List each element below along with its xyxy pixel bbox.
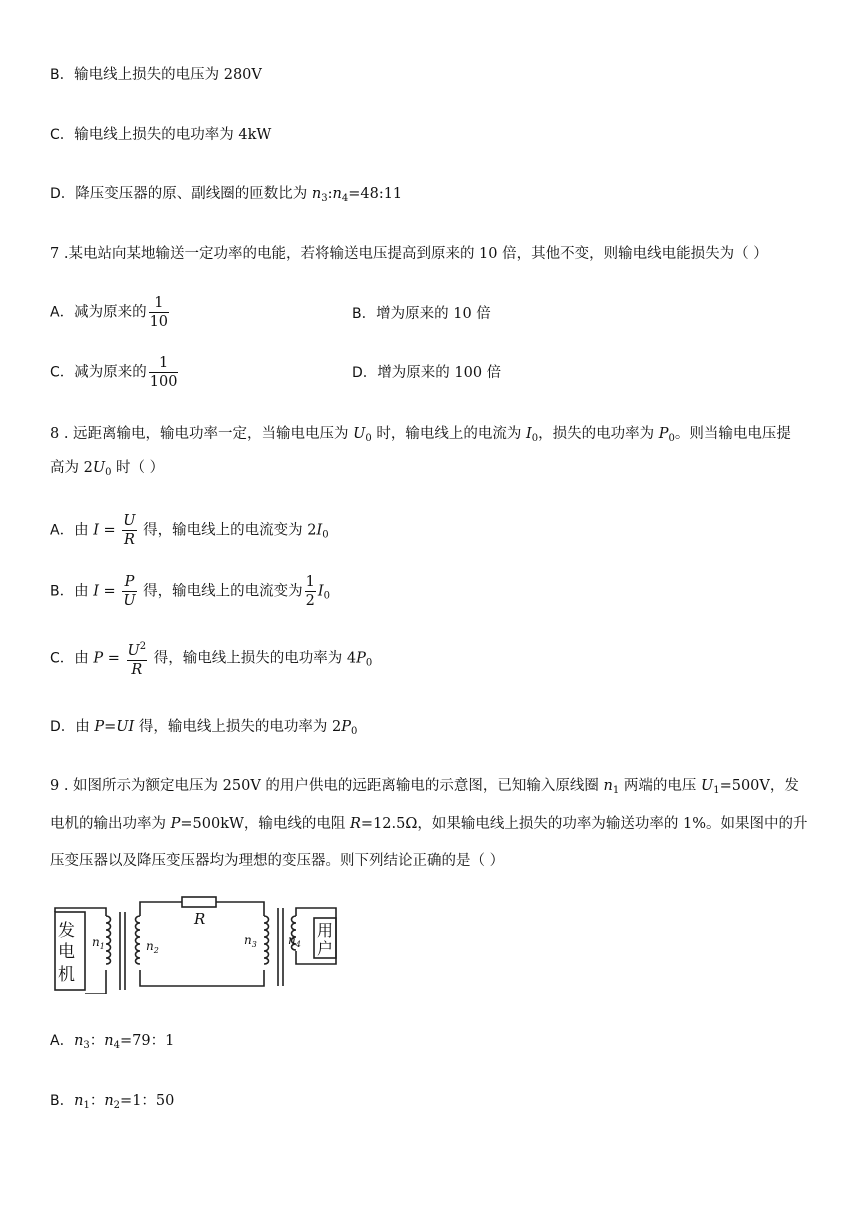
q8-stem-line2: 高为 $2U_0$ 时（ ）: [50, 460, 165, 478]
n4-label: $n_4$: [288, 933, 301, 949]
n2-label: $n_2$: [146, 939, 159, 955]
n1-label: $n_1$: [92, 935, 105, 951]
q7-option-d: D．增为原来的 100 倍: [352, 365, 502, 381]
fraction-u2-over-r: $\frac{U^2}{R}$: [127, 638, 148, 679]
q7-option-c: C．减为原来的 $\frac{1}{100}$: [50, 355, 178, 390]
q6-option-d: D．降压变压器的原、副线圈的匝数比为 $n_3:n_4=48:11$: [50, 186, 403, 204]
user-label-2: 户: [317, 939, 334, 958]
q9-option-a: A．$n_3$：$n_4=79$：1: [50, 1033, 175, 1051]
q8-option-a: A．由 I = $\frac{U}{R}$ 得，输电线上的电流变为 $2I_0$: [50, 513, 329, 548]
q7-option-a: A．减为原来的 $\frac{1}{10}$: [50, 295, 169, 330]
q9-option-b: B．$n_1$：$n_2=1$：50: [50, 1093, 175, 1111]
fraction-p-over-u: $\frac{P}{U}$: [123, 574, 136, 609]
transmission-circuit-diagram: [52, 894, 342, 994]
generator-label-1: 发: [58, 921, 75, 941]
q8-option-b: B．由 I = $\frac{P}{U}$ 得，输电线上的电流变为 $\frac{1}{2}$ $I_0$: [50, 574, 331, 609]
q8-option-c: C．由 P = $\frac{U^2}{R}$ 得，输电线上损失的电功率为 $4P_0$: [50, 638, 372, 679]
q7-option-b: B．增为原来的 10 倍: [352, 306, 491, 322]
q6-option-b: B．输电线上损失的电压为 280V: [50, 67, 262, 83]
generator-label-2: 电: [58, 942, 75, 962]
q9-stem-line3: 压变压器以及降压变压器均为理想的变压器。则下列结论正确的是（ ）: [50, 853, 505, 869]
q9-stem-line2: 电机的输出功率为 P=500kW，输电线的电阻 R=12.5Ω，如果输电线上损失的功率为输送功率的 1%。如果图中的升: [50, 816, 808, 832]
coil-n1: [106, 916, 111, 964]
resistor-r: [182, 897, 216, 907]
fraction-1-100: $\frac{1}{100}$: [149, 355, 178, 390]
q8-stem-line1: 8 . 远距离输电，输电功率一定，当输电电压为 $U_0$ 时，输电线上的电流为 $I_0$，损失的电功率为 $P_0$。则当输电电压提: [50, 426, 791, 444]
q8-option-d: D．由 P=UI 得，输电线上损失的电功率为 $2P_0$: [50, 719, 358, 737]
n3-label: $n_3$: [244, 933, 257, 949]
coil-n3: [264, 916, 269, 964]
user-label-1: 用: [317, 921, 334, 940]
coil-n2: [136, 916, 141, 964]
resistor-label: R: [194, 910, 206, 928]
q6-option-c: C．输电线上损失的电功率为 4kW: [50, 127, 272, 143]
q9-stem-line1: 9 . 如图所示为额定电压为 250V 的用户供电的远距离输电的示意图，已知输入原线圈 $n_1$ 两端的电压 $U_1=500V$，发: [50, 778, 799, 796]
fraction-u-over-r: $\frac{U}{R}$: [123, 513, 136, 548]
q7-stem: 7 .某电站向某地输送一定功率的电能，若将输送电压提高到原来的 10 倍，其他不变，则输电线电能损失为（ ）: [50, 246, 768, 262]
fraction-1-10: $\frac{1}{10}$: [149, 295, 169, 330]
generator-label-3: 机: [58, 965, 75, 985]
fraction-1-2: $\frac{1}{2}$: [305, 574, 315, 609]
